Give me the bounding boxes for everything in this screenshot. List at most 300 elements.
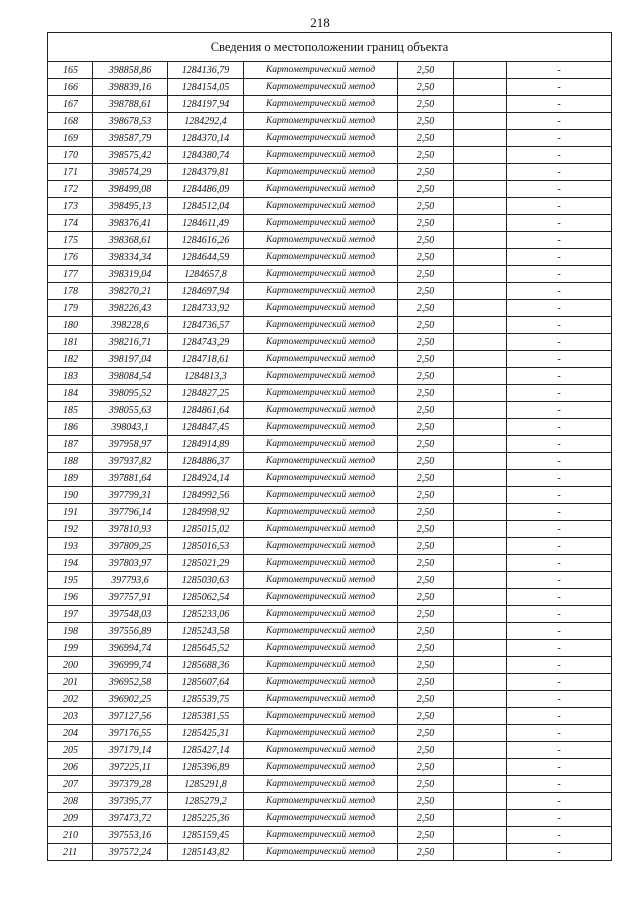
accuracy-cell: 2,50: [398, 640, 454, 657]
y-coordinate-cell: 1284914,89: [168, 436, 244, 453]
description-cell: [454, 555, 507, 572]
y-coordinate-cell: 1284736,57: [168, 317, 244, 334]
note-cell: -: [507, 589, 612, 606]
x-coordinate-cell: 397796,14: [93, 504, 168, 521]
description-cell: [454, 385, 507, 402]
x-coordinate-cell: 397176,55: [93, 725, 168, 742]
note-cell: -: [507, 283, 612, 300]
table-row: [48, 810, 612, 827]
note-cell: -: [507, 691, 612, 708]
accuracy-cell: 2,50: [398, 844, 454, 861]
x-coordinate-cell: 397793,6: [93, 572, 168, 589]
table-row: [48, 487, 612, 504]
x-coordinate-cell: 397548,03: [93, 606, 168, 623]
method-cell: Картометрический метод: [244, 759, 398, 776]
x-coordinate-cell: 398574,29: [93, 164, 168, 181]
table-row: [48, 62, 612, 79]
point-number-cell: 207: [48, 776, 93, 793]
x-coordinate-cell: 396902,25: [93, 691, 168, 708]
point-number-cell: 196: [48, 589, 93, 606]
page-number: 218: [310, 15, 330, 30]
y-coordinate-cell: 1284370,14: [168, 130, 244, 147]
note-cell: -: [507, 96, 612, 113]
note-cell: -: [507, 453, 612, 470]
y-coordinate-cell: 1284154,05: [168, 79, 244, 96]
method-cell: Картометрический метод: [244, 368, 398, 385]
x-coordinate-cell: 397395,77: [93, 793, 168, 810]
table-row: [48, 215, 612, 232]
method-cell: Картометрический метод: [244, 266, 398, 283]
note-cell: -: [507, 504, 612, 521]
description-cell: [454, 215, 507, 232]
note-cell: -: [507, 62, 612, 79]
method-cell: Картометрический метод: [244, 453, 398, 470]
description-cell: [454, 810, 507, 827]
point-number-cell: 198: [48, 623, 93, 640]
y-coordinate-cell: 1285243,58: [168, 623, 244, 640]
accuracy-cell: 2,50: [398, 300, 454, 317]
y-coordinate-cell: 1284292,4: [168, 113, 244, 130]
note-cell: -: [507, 181, 612, 198]
note-cell: -: [507, 742, 612, 759]
table-row: [48, 640, 612, 657]
method-cell: Картометрический метод: [244, 555, 398, 572]
method-cell: Картометрический метод: [244, 708, 398, 725]
description-cell: [454, 232, 507, 249]
point-number-cell: 181: [48, 334, 93, 351]
point-number-cell: 202: [48, 691, 93, 708]
method-cell: Картометрический метод: [244, 538, 398, 555]
point-number-cell: 192: [48, 521, 93, 538]
accuracy-cell: 2,50: [398, 215, 454, 232]
y-coordinate-cell: 1284998,92: [168, 504, 244, 521]
method-cell: Картометрический метод: [244, 810, 398, 827]
description-cell: [454, 538, 507, 555]
description-cell: [454, 793, 507, 810]
table-row: [48, 453, 612, 470]
x-coordinate-cell: 397810,93: [93, 521, 168, 538]
accuracy-cell: 2,50: [398, 198, 454, 215]
point-number-cell: 211: [48, 844, 93, 861]
x-coordinate-cell: 396994,74: [93, 640, 168, 657]
method-cell: Картометрический метод: [244, 164, 398, 181]
accuracy-cell: 2,50: [398, 776, 454, 793]
method-cell: Картометрический метод: [244, 572, 398, 589]
accuracy-cell: 2,50: [398, 487, 454, 504]
method-cell: Картометрический метод: [244, 181, 398, 198]
accuracy-cell: 2,50: [398, 266, 454, 283]
y-coordinate-cell: 1285062,54: [168, 589, 244, 606]
x-coordinate-cell: 396999,74: [93, 657, 168, 674]
y-coordinate-cell: 1285607,64: [168, 674, 244, 691]
table-row: [48, 470, 612, 487]
note-cell: -: [507, 708, 612, 725]
note-cell: -: [507, 249, 612, 266]
method-cell: Картометрический метод: [244, 674, 398, 691]
method-cell: Картометрический метод: [244, 283, 398, 300]
table-row: [48, 419, 612, 436]
description-cell: [454, 504, 507, 521]
accuracy-cell: 2,50: [398, 538, 454, 555]
point-number-cell: 167: [48, 96, 93, 113]
note-cell: -: [507, 232, 612, 249]
note-cell: -: [507, 844, 612, 861]
method-cell: Картометрический метод: [244, 742, 398, 759]
point-number-cell: 200: [48, 657, 93, 674]
x-coordinate-cell: 397958,97: [93, 436, 168, 453]
accuracy-cell: 2,50: [398, 62, 454, 79]
x-coordinate-cell: 398839,16: [93, 79, 168, 96]
method-cell: Картометрический метод: [244, 198, 398, 215]
x-coordinate-cell: 397553,16: [93, 827, 168, 844]
description-cell: [454, 453, 507, 470]
accuracy-cell: 2,50: [398, 470, 454, 487]
description-cell: [454, 181, 507, 198]
table-row: [48, 623, 612, 640]
accuracy-cell: 2,50: [398, 674, 454, 691]
note-cell: -: [507, 555, 612, 572]
table-row: [48, 198, 612, 215]
y-coordinate-cell: 1285688,36: [168, 657, 244, 674]
y-coordinate-cell: 1284992,56: [168, 487, 244, 504]
point-number-cell: 188: [48, 453, 93, 470]
description-cell: [454, 606, 507, 623]
y-coordinate-cell: 1284924,14: [168, 470, 244, 487]
x-coordinate-cell: 398678,53: [93, 113, 168, 130]
accuracy-cell: 2,50: [398, 793, 454, 810]
note-cell: -: [507, 606, 612, 623]
x-coordinate-cell: 397809,25: [93, 538, 168, 555]
boundary-coordinates-table: [47, 32, 612, 861]
table-row: [48, 657, 612, 674]
description-cell: [454, 691, 507, 708]
point-number-cell: 206: [48, 759, 93, 776]
y-coordinate-cell: 1284644,59: [168, 249, 244, 266]
x-coordinate-cell: 398499,08: [93, 181, 168, 198]
x-coordinate-cell: 398095,52: [93, 385, 168, 402]
table-row: [48, 266, 612, 283]
x-coordinate-cell: 397127,56: [93, 708, 168, 725]
accuracy-cell: 2,50: [398, 589, 454, 606]
note-cell: -: [507, 147, 612, 164]
accuracy-cell: 2,50: [398, 555, 454, 572]
note-cell: -: [507, 317, 612, 334]
method-cell: Картометрический метод: [244, 776, 398, 793]
table-row: [48, 232, 612, 249]
note-cell: -: [507, 827, 612, 844]
note-cell: -: [507, 419, 612, 436]
accuracy-cell: 2,50: [398, 708, 454, 725]
method-cell: Картометрический метод: [244, 623, 398, 640]
accuracy-cell: 2,50: [398, 351, 454, 368]
table-row: [48, 776, 612, 793]
method-cell: Картометрический метод: [244, 521, 398, 538]
point-number-cell: 172: [48, 181, 93, 198]
note-cell: -: [507, 793, 612, 810]
x-coordinate-cell: 398055,63: [93, 402, 168, 419]
method-cell: Картометрический метод: [244, 249, 398, 266]
table-row: [48, 351, 612, 368]
x-coordinate-cell: 396952,58: [93, 674, 168, 691]
description-cell: [454, 419, 507, 436]
method-cell: Картометрический метод: [244, 589, 398, 606]
description-cell: [454, 147, 507, 164]
method-cell: Картометрический метод: [244, 79, 398, 96]
description-cell: [454, 300, 507, 317]
note-cell: -: [507, 334, 612, 351]
description-cell: [454, 79, 507, 96]
description-cell: [454, 487, 507, 504]
method-cell: Картометрический метод: [244, 96, 398, 113]
y-coordinate-cell: 1285279,2: [168, 793, 244, 810]
point-number-cell: 184: [48, 385, 93, 402]
accuracy-cell: 2,50: [398, 742, 454, 759]
accuracy-cell: 2,50: [398, 521, 454, 538]
table-row: [48, 300, 612, 317]
method-cell: Картометрический метод: [244, 725, 398, 742]
x-coordinate-cell: 398858,86: [93, 62, 168, 79]
method-cell: Картометрический метод: [244, 640, 398, 657]
y-coordinate-cell: 1284657,8: [168, 266, 244, 283]
accuracy-cell: 2,50: [398, 334, 454, 351]
table-row: [48, 334, 612, 351]
table-row: [48, 691, 612, 708]
point-number-cell: 176: [48, 249, 93, 266]
x-coordinate-cell: 397799,31: [93, 487, 168, 504]
x-coordinate-cell: 398226,43: [93, 300, 168, 317]
x-coordinate-cell: 398376,41: [93, 215, 168, 232]
y-coordinate-cell: 1284197,94: [168, 96, 244, 113]
table-row: [48, 674, 612, 691]
accuracy-cell: 2,50: [398, 725, 454, 742]
y-coordinate-cell: 1284379,81: [168, 164, 244, 181]
y-coordinate-cell: 1284733,92: [168, 300, 244, 317]
accuracy-cell: 2,50: [398, 572, 454, 589]
y-coordinate-cell: 1284380,74: [168, 147, 244, 164]
table-row: [48, 96, 612, 113]
y-coordinate-cell: 1285225,36: [168, 810, 244, 827]
point-number-cell: 205: [48, 742, 93, 759]
note-cell: -: [507, 674, 612, 691]
accuracy-cell: 2,50: [398, 759, 454, 776]
description-cell: [454, 844, 507, 861]
note-cell: -: [507, 351, 612, 368]
description-cell: [454, 113, 507, 130]
table-row: [48, 793, 612, 810]
note-cell: -: [507, 300, 612, 317]
method-cell: Картометрический метод: [244, 232, 398, 249]
y-coordinate-cell: 1284616,26: [168, 232, 244, 249]
accuracy-cell: 2,50: [398, 419, 454, 436]
table-row: [48, 504, 612, 521]
x-coordinate-cell: 397757,91: [93, 589, 168, 606]
method-cell: Картометрический метод: [244, 385, 398, 402]
point-number-cell: 180: [48, 317, 93, 334]
method-cell: Картометрический метод: [244, 215, 398, 232]
point-number-cell: 189: [48, 470, 93, 487]
table-row: [48, 79, 612, 96]
y-coordinate-cell: 1284611,49: [168, 215, 244, 232]
point-number-cell: 165: [48, 62, 93, 79]
accuracy-cell: 2,50: [398, 96, 454, 113]
table-row: [48, 436, 612, 453]
accuracy-cell: 2,50: [398, 436, 454, 453]
y-coordinate-cell: 1284697,94: [168, 283, 244, 300]
y-coordinate-cell: 1285159,45: [168, 827, 244, 844]
note-cell: -: [507, 164, 612, 181]
point-number-cell: 193: [48, 538, 93, 555]
description-cell: [454, 776, 507, 793]
accuracy-cell: 2,50: [398, 827, 454, 844]
table-row: [48, 147, 612, 164]
note-cell: -: [507, 810, 612, 827]
note-cell: -: [507, 79, 612, 96]
point-number-cell: 210: [48, 827, 93, 844]
point-number-cell: 183: [48, 368, 93, 385]
x-coordinate-cell: 397225,11: [93, 759, 168, 776]
x-coordinate-cell: 398495,13: [93, 198, 168, 215]
method-cell: Картометрический метод: [244, 300, 398, 317]
accuracy-cell: 2,50: [398, 113, 454, 130]
point-number-cell: 209: [48, 810, 93, 827]
y-coordinate-cell: 1284886,37: [168, 453, 244, 470]
x-coordinate-cell: 398043,1: [93, 419, 168, 436]
y-coordinate-cell: 1284827,25: [168, 385, 244, 402]
point-number-cell: 171: [48, 164, 93, 181]
y-coordinate-cell: 1284813,3: [168, 368, 244, 385]
method-cell: Картометрический метод: [244, 334, 398, 351]
description-cell: [454, 130, 507, 147]
accuracy-cell: 2,50: [398, 385, 454, 402]
accuracy-cell: 2,50: [398, 317, 454, 334]
table-row: [48, 759, 612, 776]
table-row: [48, 555, 612, 572]
y-coordinate-cell: 1285427,14: [168, 742, 244, 759]
description-cell: [454, 402, 507, 419]
accuracy-cell: 2,50: [398, 606, 454, 623]
y-coordinate-cell: 1285381,55: [168, 708, 244, 725]
point-number-cell: 201: [48, 674, 93, 691]
point-number-cell: 194: [48, 555, 93, 572]
y-coordinate-cell: 1285425,31: [168, 725, 244, 742]
note-cell: -: [507, 368, 612, 385]
description-cell: [454, 521, 507, 538]
accuracy-cell: 2,50: [398, 147, 454, 164]
y-coordinate-cell: 1285645,52: [168, 640, 244, 657]
description-cell: [454, 62, 507, 79]
note-cell: -: [507, 538, 612, 555]
table-row: [48, 708, 612, 725]
point-number-cell: 190: [48, 487, 93, 504]
description-cell: [454, 657, 507, 674]
method-cell: Картометрический метод: [244, 62, 398, 79]
point-number-cell: 195: [48, 572, 93, 589]
note-cell: -: [507, 623, 612, 640]
x-coordinate-cell: 397572,24: [93, 844, 168, 861]
method-cell: Картометрический метод: [244, 402, 398, 419]
description-cell: [454, 368, 507, 385]
y-coordinate-cell: 1285015,02: [168, 521, 244, 538]
accuracy-cell: 2,50: [398, 232, 454, 249]
accuracy-cell: 2,50: [398, 402, 454, 419]
description-cell: [454, 317, 507, 334]
point-number-cell: 170: [48, 147, 93, 164]
x-coordinate-cell: 398319,04: [93, 266, 168, 283]
accuracy-cell: 2,50: [398, 181, 454, 198]
description-cell: [454, 742, 507, 759]
note-cell: -: [507, 640, 612, 657]
note-cell: -: [507, 470, 612, 487]
method-cell: Картометрический метод: [244, 691, 398, 708]
table-row: [48, 844, 612, 861]
method-cell: Картометрический метод: [244, 606, 398, 623]
description-cell: [454, 827, 507, 844]
point-number-cell: 197: [48, 606, 93, 623]
note-cell: -: [507, 725, 612, 742]
table-row: [48, 402, 612, 419]
x-coordinate-cell: 397881,64: [93, 470, 168, 487]
point-number-cell: 179: [48, 300, 93, 317]
method-cell: Картометрический метод: [244, 504, 398, 521]
y-coordinate-cell: 1285021,29: [168, 555, 244, 572]
description-cell: [454, 198, 507, 215]
point-number-cell: 182: [48, 351, 93, 368]
x-coordinate-cell: 397379,28: [93, 776, 168, 793]
note-cell: -: [507, 436, 612, 453]
note-cell: -: [507, 657, 612, 674]
description-cell: [454, 283, 507, 300]
accuracy-cell: 2,50: [398, 810, 454, 827]
method-cell: Картометрический метод: [244, 419, 398, 436]
point-number-cell: 186: [48, 419, 93, 436]
point-number-cell: 204: [48, 725, 93, 742]
x-coordinate-cell: 397179,14: [93, 742, 168, 759]
description-cell: [454, 266, 507, 283]
note-cell: -: [507, 402, 612, 419]
note-cell: -: [507, 198, 612, 215]
y-coordinate-cell: 1285233,06: [168, 606, 244, 623]
note-cell: -: [507, 385, 612, 402]
y-coordinate-cell: 1284743,29: [168, 334, 244, 351]
y-coordinate-cell: 1284136,79: [168, 62, 244, 79]
method-cell: Картометрический метод: [244, 130, 398, 147]
y-coordinate-cell: 1285143,82: [168, 844, 244, 861]
description-cell: [454, 96, 507, 113]
table-row: [48, 181, 612, 198]
note-cell: -: [507, 487, 612, 504]
accuracy-cell: 2,50: [398, 623, 454, 640]
table-row: [48, 538, 612, 555]
point-number-cell: 169: [48, 130, 93, 147]
table-row: [48, 164, 612, 181]
method-cell: Картометрический метод: [244, 657, 398, 674]
y-coordinate-cell: 1285396,89: [168, 759, 244, 776]
y-coordinate-cell: 1285030,63: [168, 572, 244, 589]
description-cell: [454, 164, 507, 181]
table-row: [48, 283, 612, 300]
x-coordinate-cell: 398334,34: [93, 249, 168, 266]
accuracy-cell: 2,50: [398, 691, 454, 708]
x-coordinate-cell: 397556,89: [93, 623, 168, 640]
point-number-cell: 187: [48, 436, 93, 453]
description-cell: [454, 334, 507, 351]
note-cell: -: [507, 759, 612, 776]
table-header: Сведения о местоположении границ объекта: [48, 33, 612, 62]
table-row: [48, 130, 612, 147]
table-row: [48, 572, 612, 589]
point-number-cell: 175: [48, 232, 93, 249]
accuracy-cell: 2,50: [398, 130, 454, 147]
